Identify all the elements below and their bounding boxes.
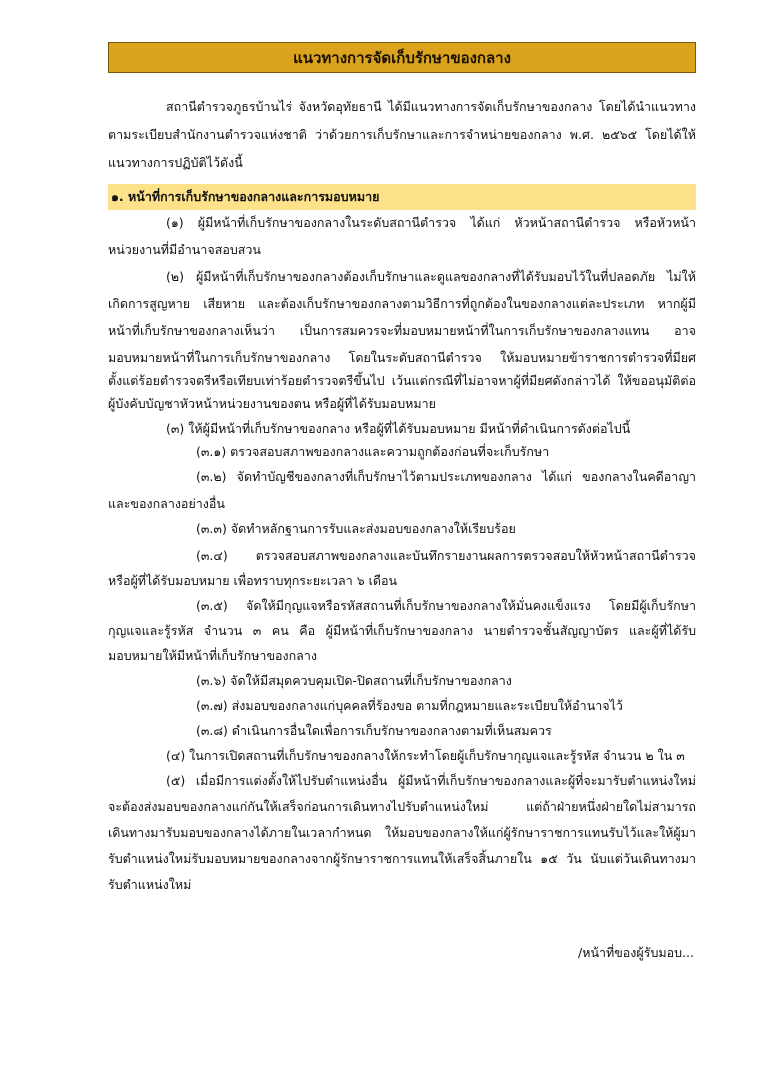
- body-line: กุญแจและรู้รหัส จำนวน ๓ คน คือ ผู้มีหน้าที่เก็บรักษาของกลาง นายตำรวจชั้นสัญญาบัตร และผู้ที่ได้รับ: [108, 623, 696, 638]
- page-continuation-note: /หน้าที่ของผู้รับมอบ...: [578, 945, 694, 960]
- body-line: (๒) ผู้มีหน้าที่เก็บรักษาของกลางต้องเก็บรักษาและดูแลของกลางที่ได้รับมอบไว้ในที่ปลอดภัย ไม่ให้: [166, 269, 696, 284]
- body-line: เดินทางมารับมอบของกลางได้ภายในเวลากำหนด ให้มอบของกลางให้แก่ผู้รักษาราชการแทนรับไว้และให้ผู้มา: [108, 825, 696, 840]
- body-line: หน่วยงานที่มีอำนาจสอบสวน: [108, 242, 261, 257]
- body-line: มอบหมายหน้าที่ในการเก็บรักษาของกลาง โดยในระดับสถานีตำรวจ ให้มอบหมายข้าราชการตำรวจที่มียศ: [108, 350, 696, 365]
- intro-line: ตามระเบียบสำนักงานตำรวจแห่งชาติ ว่าด้วยการเก็บรักษาและการจำหน่ายของกลาง พ.ศ. ๒๕๖๕ โดยได้ให้: [108, 127, 696, 142]
- body-line: หน้าที่เก็บรักษาของกลางเห็นว่า เป็นการสมควรจะที่มอบหมายหน้าที่ในการเก็บรักษาของกลางแทน อาจ: [108, 323, 696, 338]
- body-line: (๓.๘) ดำเนินการอื่นใดเพื่อการเก็บรักษาของกลางตามที่เห็นสมควร: [196, 723, 552, 738]
- body-line: รับตำแหน่งใหม่: [108, 877, 192, 892]
- title-banner: [108, 42, 696, 73]
- section-heading: ๑. หน้าที่การเก็บรักษาของกลางและการมอบหมาย: [111, 189, 380, 204]
- body-line: และของกลางอย่างอื่น: [108, 496, 225, 511]
- body-line: จะต้องส่งมอบของกลางแก่กันให้เสร็จก่อนการเดินทางไปรับตำแหน่งใหม่ แต่ถ้าฝ่ายหนึ่งฝ่ายใดไม่สามารถ: [108, 799, 696, 814]
- document-title: แนวทางการจัดเก็บรักษาของกลาง: [293, 48, 511, 67]
- intro-line: แนวทางการปฏิบัติไว้ดังนี้: [108, 155, 243, 170]
- body-line: (๓.๒) จัดทำบัญชีของกลางที่เก็บรักษาไว้ตามประเภทของกลาง ได้แก่ ของกลางในคดีอาญา: [196, 469, 696, 484]
- body-line: (๓.๕) จัดให้มีกุญแจหรือรหัสสถานที่เก็บรักษาของกลางให้มั่นคงแข็งแรง โดยมีผู้เก็บรักษา: [196, 598, 696, 613]
- body-line: มอบหมายให้มีหน้าที่เก็บรักษาของกลาง: [108, 648, 317, 663]
- body-line: ตั้งแต่ร้อยตำรวจตรีหรือเทียบเท่าร้อยตำรวจตรีขึ้นไป เว้นแต่กรณีที่ไม่อาจหาผู้ที่มียศดังกล่าวได้ ให้ขออนุมัติต่อ: [108, 373, 696, 388]
- body-line: (๕) เมื่อมีการแต่งตั้งให้ไปรับตำแหน่งอื่น ผู้มีหน้าที่เก็บรักษาของกลางและผู้ที่จะมารับตำแหน่งใหม่: [166, 773, 696, 788]
- body-line: (๓.๑) ตรวจสอบสภาพของกลางและความถูกต้องก่อนที่จะเก็บรักษา: [196, 444, 550, 459]
- body-line: หรือผู้ที่ได้รับมอบหมาย เพื่อทราบทุกระยะเวลา ๖ เดือน: [108, 573, 398, 588]
- section-heading-banner: [108, 184, 696, 210]
- body-line: (๓.๓) จัดทำหลักฐานการรับและส่งมอบของกลางให้เรียบร้อย: [196, 521, 516, 536]
- body-line: รับตำแหน่งใหม่รับมอบหมายของกลางจากผู้รักษาราชการแทนให้เสร็จสิ้นภายใน ๑๕ วัน นับแต่วันเดินทางมา: [108, 851, 696, 866]
- body-line: (๓.๖) จัดให้มีสมุดควบคุมเปิด-ปิดสถานที่เก็บรักษาของกลาง: [196, 673, 512, 688]
- body-line: ผู้บังคับบัญชาหัวหน้าหน่วยงานของตน หรือผู้ที่ได้รับมอบหมาย: [108, 396, 436, 411]
- intro-line: สถานีตำรวจภูธรบ้านไร่ จังหวัดอุทัยธานี ได้มีแนวทางการจัดเก็บรักษาของกลาง โดยได้นำแนวทาง: [166, 99, 696, 114]
- body-line: (๑) ผู้มีหน้าที่เก็บรักษาของกลางในระดับสถานีตำรวจ ได้แก่ หัวหน้าสถานีตำรวจ หรือหัวหน้า: [166, 215, 696, 230]
- body-line: (๓) ให้ผู้มีหน้าที่เก็บรักษาของกลาง หรือผู้ที่ได้รับมอบหมาย มีหน้าที่ดำเนินการดังต่อไปนี้: [166, 421, 631, 436]
- body-line: (๓.๔) ตรวจสอบสภาพของกลางและบันทึกรายงานผลการตรวจสอบให้หัวหน้าสถานีตำรวจ: [196, 548, 696, 563]
- body-line: เกิดการสูญหาย เสียหาย และต้องเก็บรักษาของกลางตามวิธีการที่ถูกต้องในของกลางแต่ละประเภท หากผู้มี: [108, 296, 696, 311]
- body-line: (๓.๗) ส่งมอบของกลางแก่บุคคลที่ร้องขอ ตามที่กฎหมายและระเบียบให้อำนาจไว้: [196, 698, 623, 713]
- body-line: (๔) ในการเปิดสถานที่เก็บรักษาของกลางให้กระทำโดยผู้เก็บรักษากุญแจและรู้รหัส จำนวน ๒ ใน ๓: [166, 748, 685, 763]
